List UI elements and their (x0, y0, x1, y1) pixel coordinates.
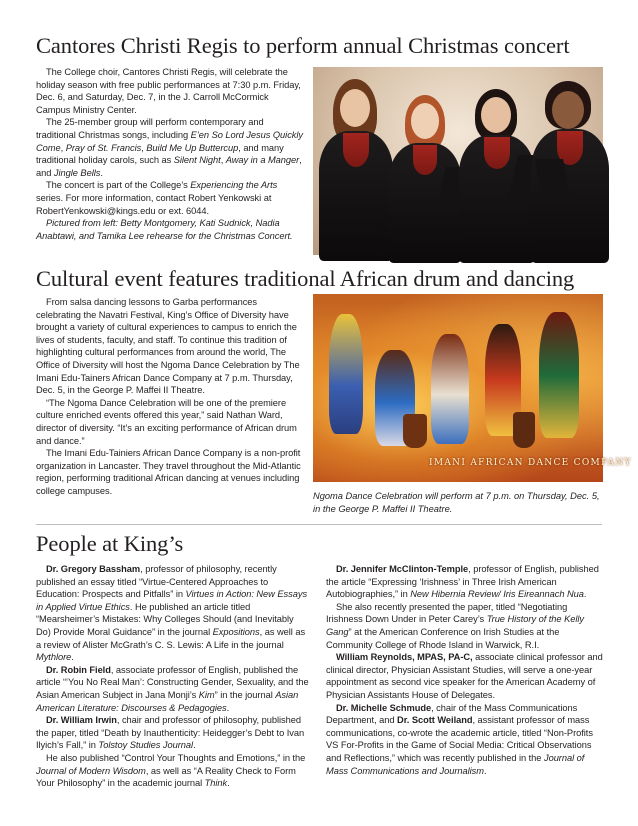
paragraph: Dr. Jennifer McClinton-Temple, professor of English, published the article “Expressing ‘Irishness’ in Three Irish American Autobiographies,” in New Hibernia Review/ Iris Eireannach Nua. (326, 564, 599, 600)
paragraph: He also published “Control Your Thoughts and Emotions,” in the Journal of Modern Wisdom, as well as “A Reality Check to Form Your Philosophy” in the academic journal Think. (36, 752, 306, 789)
paragraph: William Reynolds, MPAS, PA-C, associate clinical professor and clinical director, Physician Assistant Studies, will serve a one-year appointment as second vice speaker for the American Academy of Physician Assistants House of Delegates. (326, 652, 603, 700)
paragraph: From salsa dancing lessons to Garba performances celebrating the Navatri Festival, King’s Office of Diversity have brought a variety of cultural experiences to campus to enrich the lives of students, faculty, and staff. To continue this tradition of highlighting cultural performances from around the world, The Office of Diversity will host the Ngoma Dance Celebration by The Imani Edu-Tainers African Dance Company at 7 p.m. Thursday, Dec. 5, in the George P. Maffei II Theatre. (36, 297, 300, 396)
paragraph: She also recently presented the paper, titled “Negotiating Irishness Down Under in Peter Carey’s True History of the Kelly Gang” at the American Conference on Irish Studies at the Community College of Rhode Island in Warwick, R.I. (326, 601, 584, 650)
paragraph: The Imani Edu-Tainiers African Dance Company is a non-profit organization in Lancaster. They travel throughout the Mid-Atlantic region, performing traditional African dancing at venues including college campuses. (36, 448, 301, 496)
photo-caption-dance: Ngoma Dance Celebration will perform at 7 p.m. on Thursday, Dec. 5, in the George P. Maffei II Theatre. (313, 491, 600, 514)
photo-banner-text: IMANI AFRICAN DANCE COMPANY (429, 458, 632, 468)
people-column-right (326, 563, 603, 777)
dance-company-photo (313, 294, 632, 482)
choir-photo (313, 67, 603, 255)
section-divider (36, 524, 602, 525)
paragraph: Dr. William Irwin, chair and professor of philosophy, published the paper, titled “Death by Inauthenticity: Heidegger’s Debt to Ivan Ilyich’s Fall,” in Tolstoy Studies Journal. (36, 715, 305, 751)
paragraph: The concert is part of the College’s Experiencing the Arts series. For more information, contact Robert Yenkowski at RobertYenkowski@kings.edu or ext. 6044. (36, 180, 278, 216)
paragraph: Dr. Michelle Schmude, chair of the Mass Communications Department, and Dr. Scott Weiland, assistant professor of mass communications, co-wrote the academic article, titled “Non-Profits VS For-Profits in the Game of Social Media: Critical Observations and Reflections,” which was recently published in the Journal of Mass Communications and Journalism. (326, 702, 593, 776)
article-christmas-concert-body (36, 66, 304, 242)
paragraph: Dr. Robin Field, associate professor of English, published the article “‘You No Real Man’: Constructing Gender, Sexuality, and the Asian American Subject in Jana Monji’s Kim” in the journal Asian American Literature: Discourses & Pedagogies. (36, 664, 309, 713)
headline-christmas-concert: Cantores Christi Regis to perform annual Christmas concert (36, 33, 570, 58)
paragraph: Dr. Gregory Bassham, professor of philosophy, recently published an essay titled “Virtue-Centered Approaches to Education: Prospects and Pitfalls” in Virtues in Action: New Essays in Applied Virtue Ethics. He published an article titled “Mearsheimer’s Mistakes: Why Colleges Should (and Inevitably Do) Provide Moral Guidance” in the journal Expositions, as well as a review of Alister McGrath’s C. S. Lewis: A Life in the journal Mythlore. (36, 564, 308, 663)
people-column-left (36, 563, 310, 790)
photo-caption-choir: Pictured from left: Betty Montgomery, Kati Sudnick, Nadia Anabtawi, and Tamika Lee rehearse for the Christmas Concert. (36, 218, 293, 241)
paragraph: The College choir, Cantores Christi Regis, will celebrate the holiday season with free public performances at 7:30 p.m. Friday, Dec. 6, and Saturday, Dec. 7, in the J. Carroll McCormick Campus Ministry Center. (36, 67, 301, 115)
article-african-dance-body (36, 296, 304, 498)
paragraph: The 25-member group will perform contemporary and traditional Christmas songs, including E’en So Lord Jesus Quickly Come, Pray of St. Francis, Build Me Up Buttercup, and many traditional holiday carols, such as Silent Night, Away in a Manger, and Jingle Bells. (36, 117, 304, 178)
paragraph: “The Ngoma Dance Celebration will be one of the premiere culture enriched events offered this year,” said Nathan Ward, director of diversity. “It’s an exciting performance of African drum and dance.” (36, 397, 297, 446)
headline-people-at-kings: People at King’s (36, 531, 184, 556)
headline-african-drum-dancing: Cultural event features traditional African drum and dancing (36, 266, 575, 291)
